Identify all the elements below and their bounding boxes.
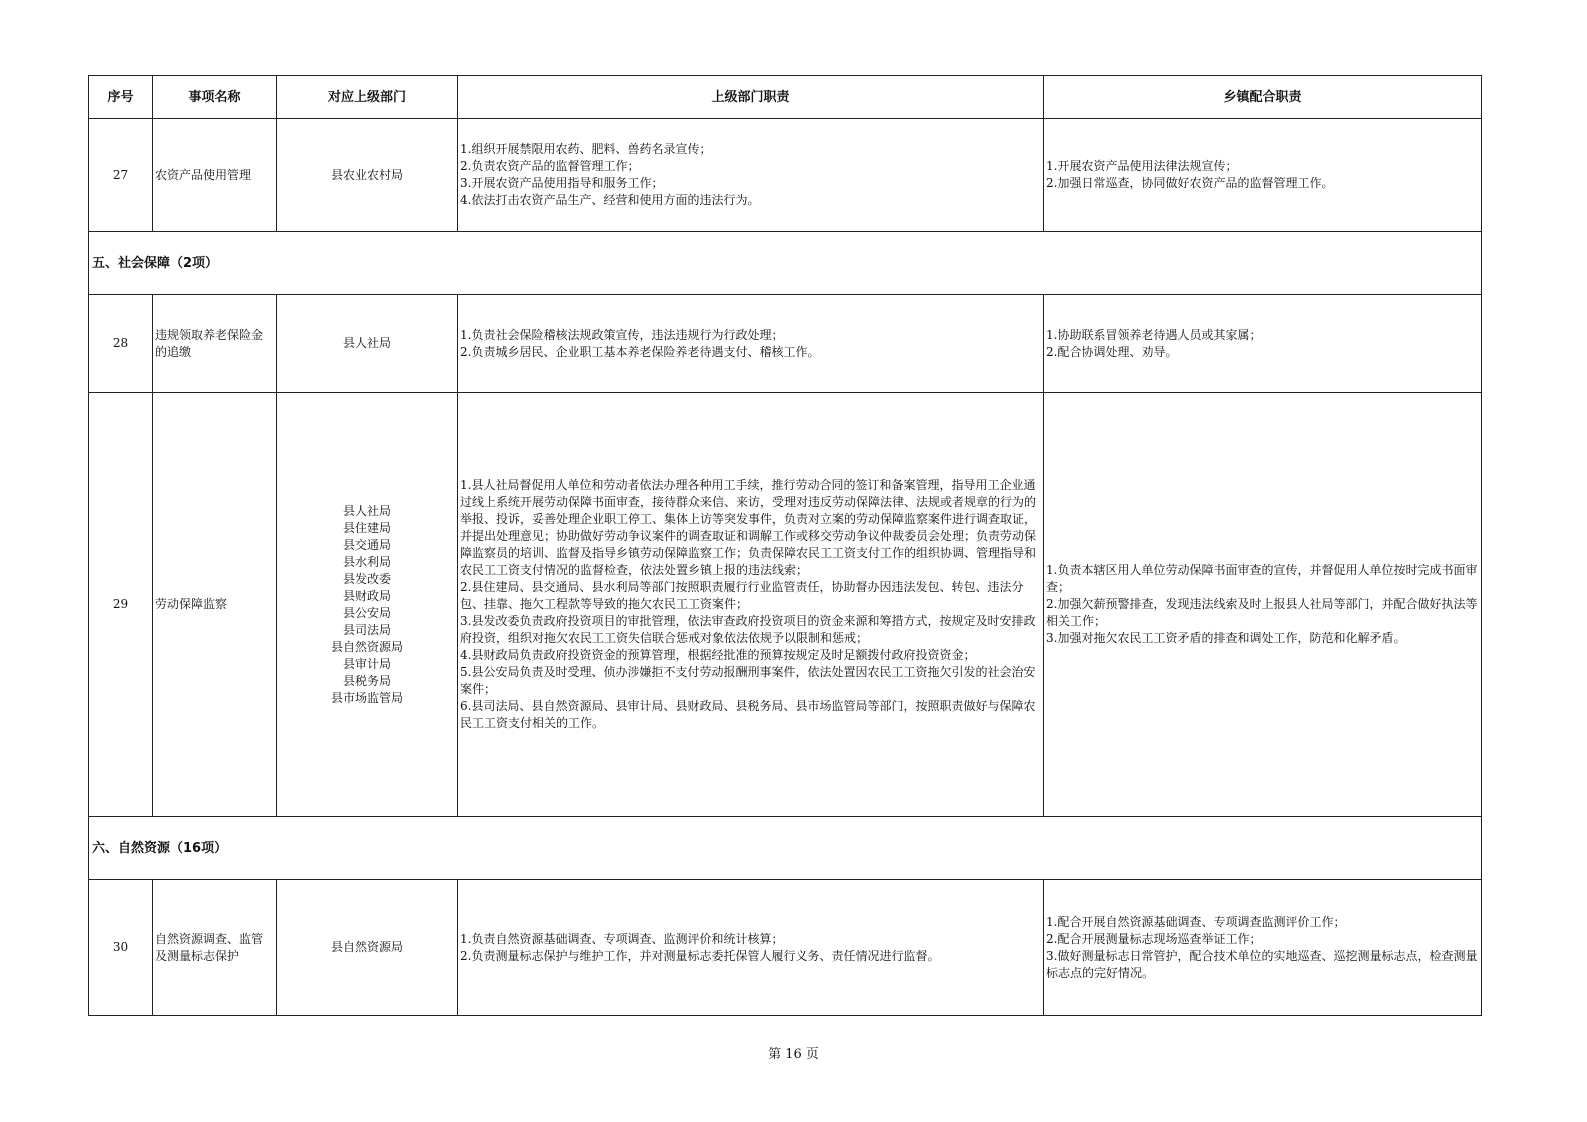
- row-dept: 县自然资源局: [277, 880, 458, 1016]
- section-row: [89, 232, 1482, 295]
- table-row: [89, 119, 1482, 232]
- row-dept: 县人社局 县住建局 县交通局 县水利局 县发改委 县财政局 县公安局 县司法局 县自然资源局 县审计局 县税务局 县市场监管局: [277, 393, 458, 817]
- row-coop: 1.开展农资产品使用法律法规宣传； 2.加强日常巡查，协同做好农资产品的监督管理工作。: [1044, 119, 1482, 232]
- row-duty: 1.县人社局督促用人单位和劳动者依法办理各种用工手续，推行劳动合同的签订和备案管理，指导用工企业通过线上系统开展劳动保障书面审查，接待群众来信、来访，受理对违反劳动保障法律、法规或者规章的行为的举报、投诉，妥善处理企业职工停工、集体上访等突发事件，负责对立案的劳动保障监察案件进行调查取证，并提出处理意见；协助做好劳动争议案件的调查取证和调解工作或移交劳动争议仲裁委员会处理；负责劳动保障监察员的培训、监督及指导乡镇劳动保障监察工作；负责保障农民工工资支付工作的组织协调、管理指导和农民工工资支付情况的监督检查，依法处置乡镇上报的违法线索； 2.县住建局、县交通局、县水利局等部门按照职责履行行业监管责任，协助督办因违法发包、转包、违法分包、挂靠、拖欠工程款等导致的拖欠农民工工资案件； 3.县发改委负责政府投资项目的审批管理，依法审查政府投资项目的资金来源和筹措方式，按规定及时安排政府投资，组织对拖欠农民工工资失信联合惩戒对象依法依规予以限制和惩戒； 4.县财政局负责政府投资资金的预算管理，根据经批准的预算按规定及时足额拨付政府投资资金； 5.县公安局负责及时受理、侦办涉嫌拒不支付劳动报酬刑事案件，依法处置因农民工工资拖欠引发的社会治安案件； 6.县司法局、县自然资源局、县审计局、县财政局、县税务局、县市场监管局等部门，按照职责做好与保障农民工工资支付相关的工作。: [458, 393, 1044, 817]
- row-dept: 县人社局: [277, 295, 458, 393]
- row-coop: 1.协助联系冒领养老待遇人员或其家属； 2.配合协调处理、劝导。: [1044, 295, 1482, 393]
- table-row: [89, 393, 1482, 817]
- row-duty: 1.组织开展禁限用农药、肥料、兽药名录宣传； 2.负责农资产品的监督管理工作； 3.开展农资产品使用指导和服务工作； 4.依法打击农资产品生产、经营和使用方面的违法行为。: [458, 119, 1044, 232]
- duty-table: [88, 75, 1482, 1016]
- header-row: [89, 76, 1482, 119]
- section-title: 五、社会保障（2项）: [89, 232, 1482, 295]
- row-name: 违规领取养老保险金的追缴: [153, 295, 277, 393]
- header-dept: 对应上级部门: [277, 76, 458, 119]
- row-duty: 1.负责社会保险稽核法规政策宣传，违法违规行为行政处理； 2.负责城乡居民、企业职工基本养老保险养老待遇支付、稽核工作。: [458, 295, 1044, 393]
- row-dept: 县农业农村局: [277, 119, 458, 232]
- row-no: 28: [89, 295, 153, 393]
- table-row: [89, 295, 1482, 393]
- row-coop: 1.负责本辖区用人单位劳动保障书面审查的宣传，并督促用人单位按时完成书面审查； 2.加强欠薪预警排查，发现违法线索及时上报县人社局等部门，并配合做好执法等相关工作； 3.加强对拖欠农民工工资矛盾的排查和调处工作，防范和化解矛盾。: [1044, 393, 1482, 817]
- row-no: 30: [89, 880, 153, 1016]
- section-title: 六、自然资源（16项）: [89, 817, 1482, 880]
- row-name: 自然资源调查、监管及测量标志保护: [153, 880, 277, 1016]
- row-coop: 1.配合开展自然资源基础调查、专项调查监测评价工作； 2.配合开展测量标志现场巡查举证工作； 3.做好测量标志日常管护，配合技术单位的实地巡查、巡挖测量标志点，检查测量标志点的完好情况。: [1044, 880, 1482, 1016]
- table-row: [89, 880, 1482, 1016]
- header-no: 序号: [89, 76, 153, 119]
- page-number: 第 16 页: [768, 1047, 819, 1062]
- header-name: 事项名称: [153, 76, 277, 119]
- row-name: 农资产品使用管理: [153, 119, 277, 232]
- section-row: [89, 817, 1482, 880]
- row-no: 27: [89, 119, 153, 232]
- row-duty: 1.负责自然资源基础调查、专项调查、监测评价和统计核算； 2.负责测量标志保护与维护工作，并对测量标志委托保管人履行义务、责任情况进行监督。: [458, 880, 1044, 1016]
- row-name: 劳动保障监察: [153, 393, 277, 817]
- header-duty: 上级部门职责: [458, 76, 1044, 119]
- header-coop: 乡镇配合职责: [1044, 76, 1482, 119]
- row-no: 29: [89, 393, 153, 817]
